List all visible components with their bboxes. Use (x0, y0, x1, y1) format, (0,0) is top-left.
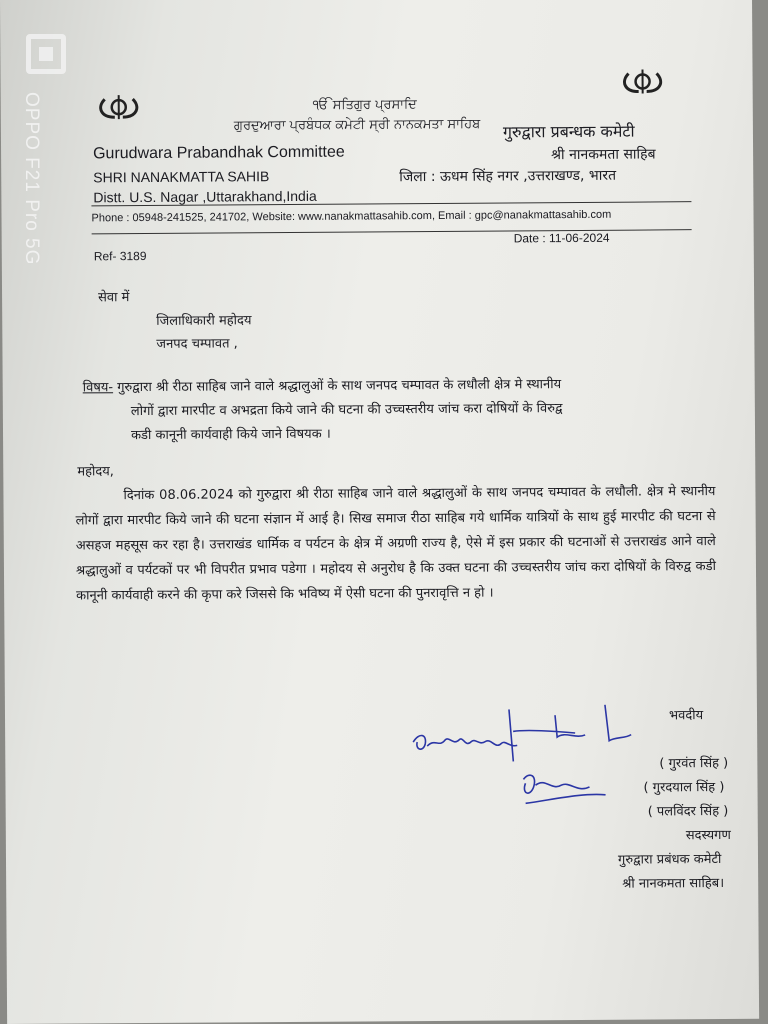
closing-place: श्री नानकमता साहिब। (622, 875, 725, 892)
body-paragraph-text: दिनांक 08.06.2024 को गुरुद्वारा श्री रीठा साहिब जाने वाले श्रद्धालुओं के साथ जनपद चम्पावत के लधौली. क्षेत्र मे स्थानीय लोगों द्वारा मारपीट किये जाने की घटना संज्ञान में आई है। सिख समाज रीठा साहिब गये धार्मिक यात्रियों के साथ हुई मारपीट की घटना से असहज महसूस कर रहा है। उत्तराखंड धार्मिक व पर्यटन के क्षेत्र में अग्रणी राज्य है, ऐसे में इस प्रकार की घटनाओं से उत्तराखंड आने वाले श्रद्धालुओं व पर्यटकों पर भी विपरीत प्रभाव पडेगा । महोदय से अनुरोध है कि उक्त घटना की उच्चस्तरीय जांच करा दोषियों के विरुद्व कडी कानूनी कार्यवाही करने की कृपा करे जिससे कि भविष्य में ऐसी घटना की पुनरावृत्ति न हो । (75, 484, 717, 604)
hindi-shrine-name: श्री नानकमता साहिब (551, 146, 656, 164)
english-org-name: Gurudwara Prabandhak Committee (93, 143, 345, 163)
reference-number: Ref- 3189 (93, 248, 147, 264)
recipient-district: जनपद चम्पावत , (156, 336, 238, 352)
punjabi-org-name: ਗੁਰਦੁਆਰਾ ਪ੍ਰਬੰਧਕ ਕਮੇਟੀ ਸ੍ਰੀ ਨਾਨਕਮਤਾ ਸਾਹਿਬ (233, 116, 481, 134)
khanda-emblem-right-icon (620, 67, 664, 95)
letter-date: Date : 11-06-2024 (513, 230, 610, 246)
signatory-2: ( गुरदयाल सिंह ) (643, 779, 725, 796)
signatory-1: ( गुरवंत सिंह ) (659, 755, 729, 772)
closing-org-name: गुरुद्वारा प्रबंधक कमेटी (617, 851, 722, 868)
subject-line-3: कडी कानूनी कार्यवाही किये जाने विषयक । (130, 426, 331, 444)
contact-line: Phone : 05948-241525, 241702, Website: www.nanakmattasahib.com, Email : gpc@nanakmattasahib.com (91, 208, 612, 225)
hindi-org-name: गुरुद्वारा प्रबन्धक कमेटी (502, 121, 635, 142)
english-address: Distt. U.S. Nagar ,Uttarakhand,India (93, 187, 317, 206)
punjabi-invocation: ੴ ਸਤਿਗੁਰ ਪ੍ਰਸਾਦਿ (312, 97, 417, 113)
camera-watermark-logo-icon (26, 34, 66, 74)
hindi-address: जिला : ऊधम सिंह नगर ,उत्तराखण्ड, भारत (399, 167, 617, 186)
greeting: महोदय, (77, 464, 114, 480)
camera-watermark-text: OPPO F21 Pro 5G (21, 92, 42, 266)
recipient-title: जिलाधिकारी महोदय (156, 313, 252, 329)
khanda-emblem-left-icon (97, 93, 141, 121)
signatory-3: ( पलविंदर सिंह ) (647, 803, 729, 820)
subject-label: विषय- (82, 380, 114, 396)
subject-line-2: लोगों द्वारा मारपीट व अभद्रता किये जाने की घटना की उच्चस्तरीय जांच करा दोषियों के विरुद्व (130, 401, 563, 420)
body-paragraph (75, 479, 716, 608)
salutation: सेवा में (98, 290, 130, 306)
members-label: सदस्यगण (685, 827, 731, 844)
handwritten-signatures (405, 700, 656, 822)
closing-yours: भवदीय (668, 708, 704, 724)
english-shrine-name: SHRI NANAKMATTA SAHIB (93, 168, 270, 186)
subject-text-1: गुरुद्वारा श्री रीठा साहिब जाने वाले श्रद्धालुओं के साथ जनपद चम्पावत के लधौली क्षेत्र मे स्थानीय (113, 377, 562, 396)
